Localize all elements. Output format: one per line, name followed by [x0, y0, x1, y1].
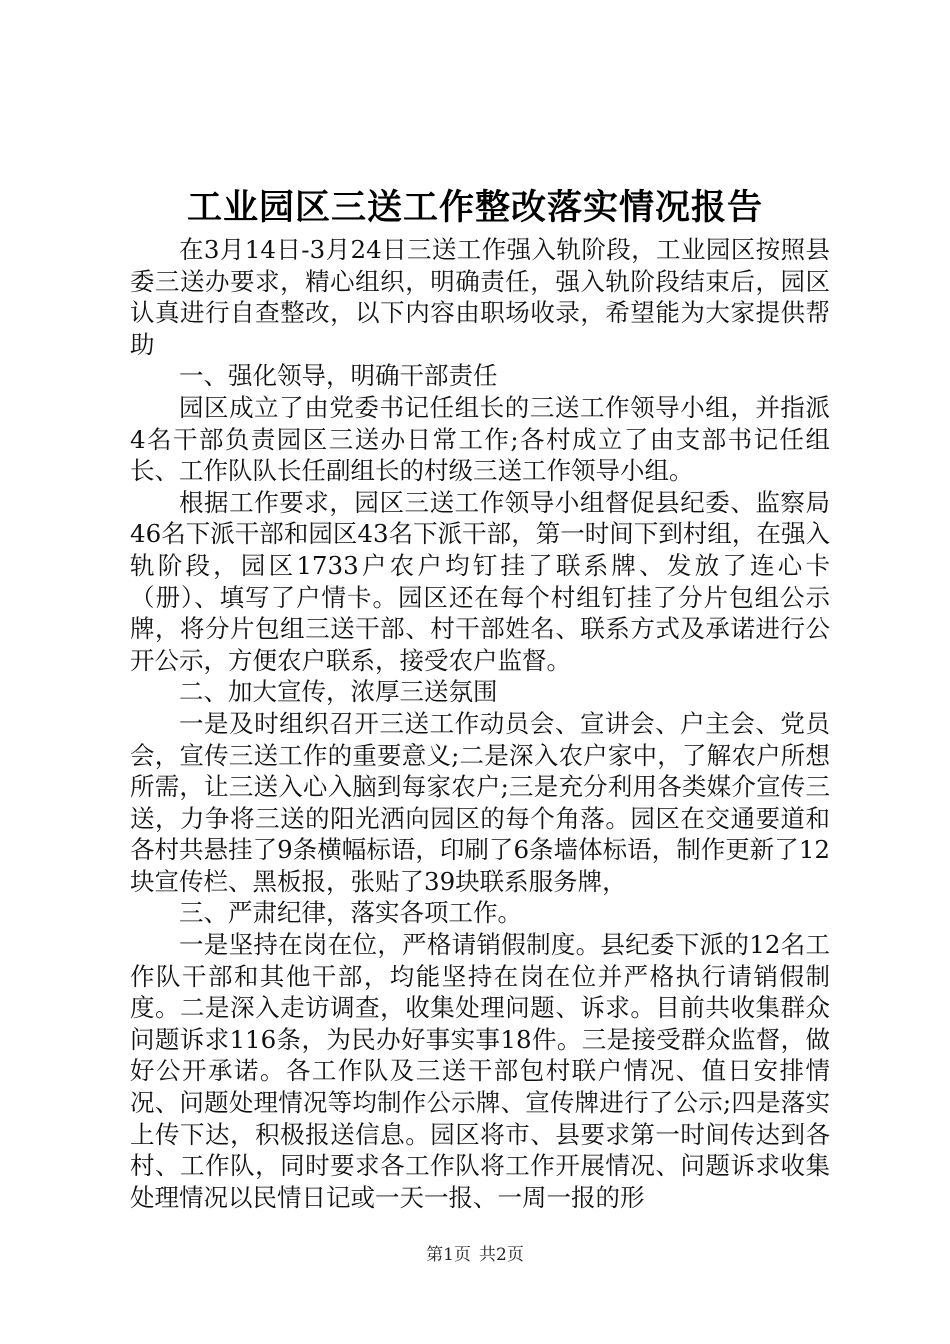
paragraph-cadres: 根据工作要求，园区三送工作领导小组督促县纪委、监察局46名下派干部和园区43名下派干部，第一时间下到村组，在强入轨阶段，园区1733户农户均钉挂了联系牌、发放了连心卡（册）、填写了户情卡。园区还在每个村组钉挂了分片包组公示牌，将分片包组三送干部、村干部姓名、联系方式及承诺进行公开公示，方便农户联系，接受农户监督。 [130, 487, 830, 675]
section-heading-2: 二、加大宣传，浓厚三送氛围 [179, 677, 498, 707]
paragraph-publicity: 一是及时组织召开三送工作动员会、宣讲会、户主会、党员会，宣传三送工作的重要意义;二是深入农户家中，了解农户所想所需，让三送入心入脑到每家农户;三是充分利用各类媒介宣传三送，力争将三送的阳光洒向园区的每个角落。园区在交通要道和各村共悬挂了9条横幅标语，印刷了6条墙体标语，制作更新了12块宣传栏、黑板报，张贴了39块联系服务牌， [130, 708, 830, 896]
paragraph-intro: 在3月14日-3月24日三送工作强入轨阶段，工业园区按照县委三送办要求，精心组织，明确责任，强入轨阶段结束后，园区认真进行自查整改，以下内容由职场收录，希望能为大家提供帮助 [130, 235, 830, 359]
document-body [130, 234, 830, 1213]
page-title: 工业园区三送工作整改落实情况报告 [186, 187, 763, 228]
page-number: 第1页 [426, 1245, 471, 1265]
section-heading-3: 三、严肃纪律，落实各项工作。 [179, 898, 522, 928]
paragraph-discipline: 一是坚持在岗在位，严格请销假制度。县纪委下派的12名工作队干部和其他干部，均能坚持在岗在位并严格执行请销假制度。二是深入走访调查，收集处理问题、诉求。目前共收集群众问题诉求116条，为民办好事实事18件。三是接受群众监督，做好公开承诺。各工作队及三送干部包村联户情况、值日安排情况、问题处理情况等均制作公示牌、宣传牌进行了公示;四是落实上传下达，积极报送信息。园区将市、县要求第一时间传达到各村、工作队，同时要求各工作队将工作开展情况、问题诉求收集处理情况以民情日记或一天一报、一周一报的形 [130, 930, 830, 1212]
section-heading-1: 一、强化领导，明确干部责任 [179, 361, 498, 391]
paragraph-leadership: 园区成立了由党委书记任组长的三送工作领导小组，并指派4名干部负责园区三送办日常工作;各村成立了由支部书记任组长、工作队队长任副组长的村级三送工作领导小组。 [130, 392, 830, 486]
page-footer [0, 1243, 950, 1267]
page-total: 共2页 [479, 1245, 524, 1265]
